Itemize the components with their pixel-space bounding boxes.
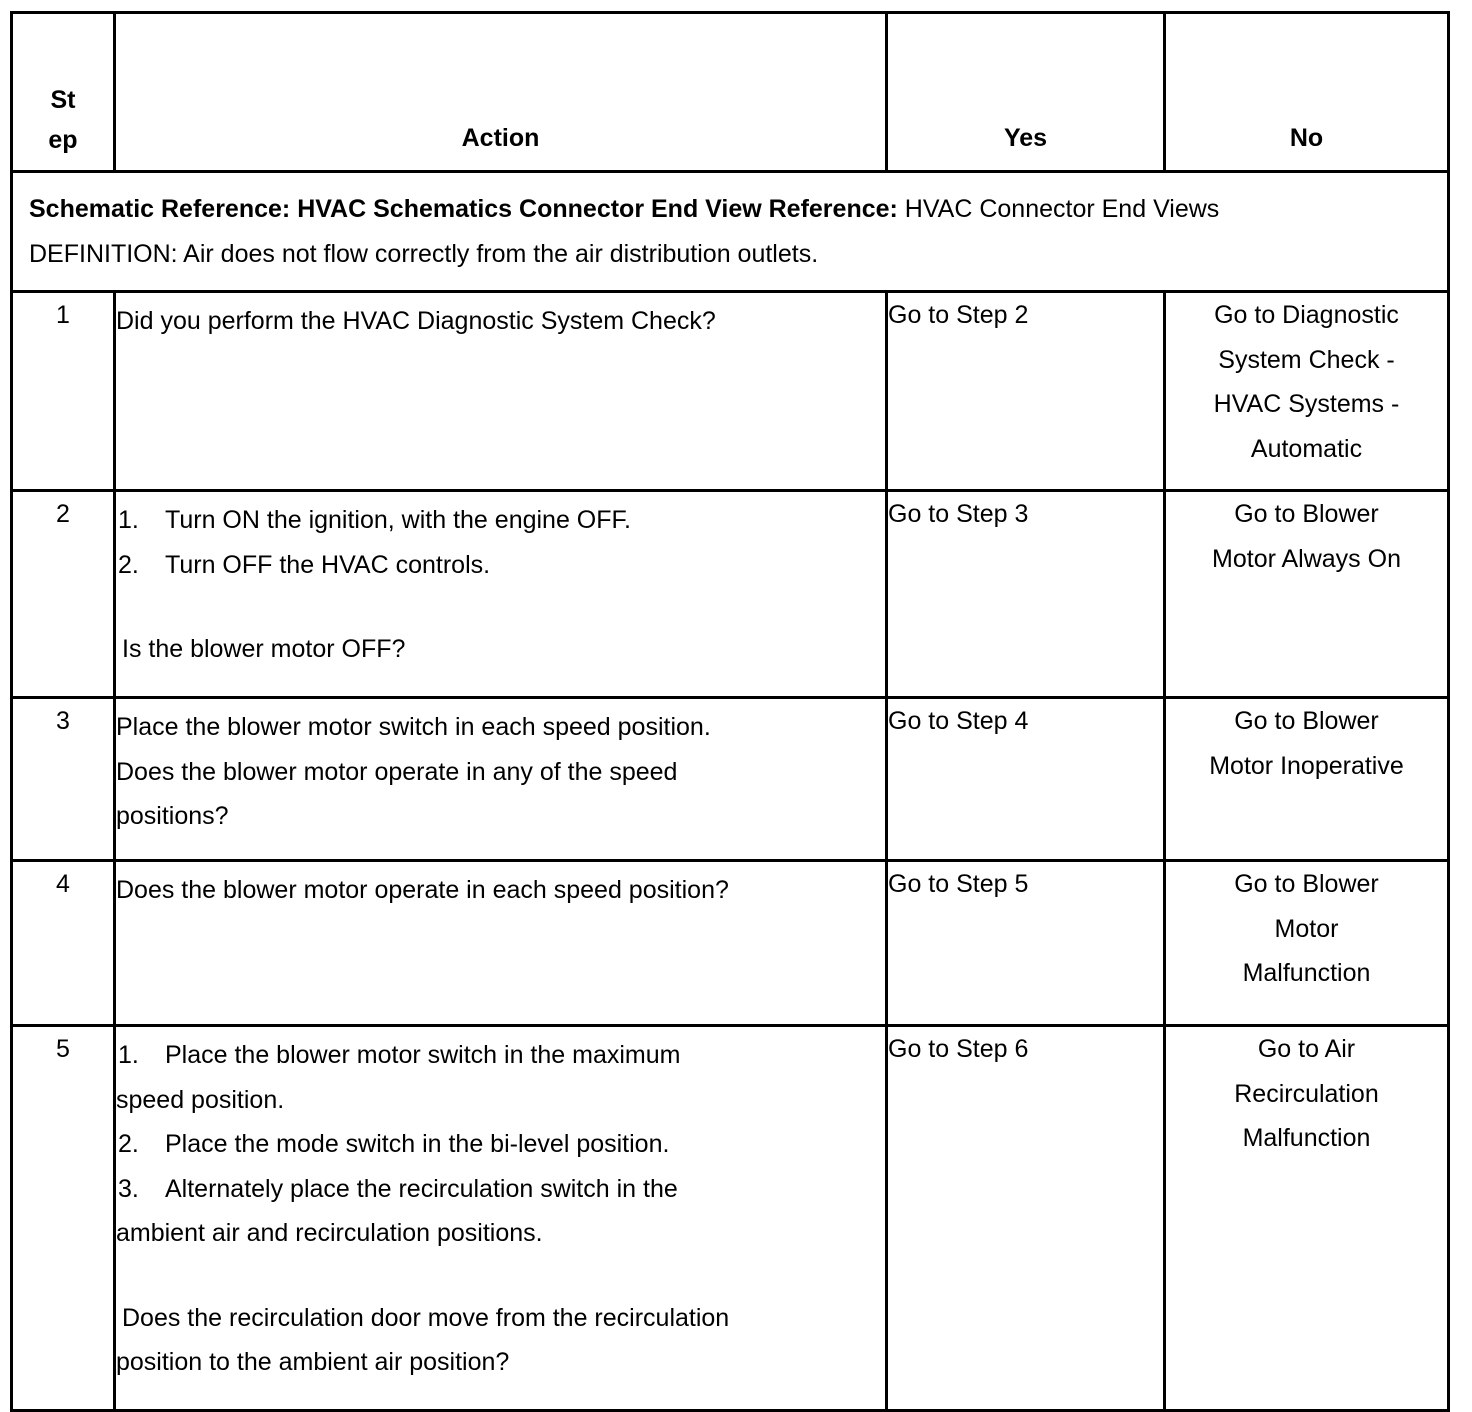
list-item: 3. Alternately place the recirculation switch in the — [118, 1174, 678, 1203]
action-cell — [115, 292, 887, 491]
no-cell — [1165, 698, 1449, 861]
action-text: Does the blower motor operate in each speed position? — [116, 876, 729, 904]
action-cell — [115, 491, 887, 698]
header-step: St ep — [12, 13, 115, 172]
list-item: 2. Turn OFF the HVAC controls. — [118, 550, 491, 579]
list-item-continuation: speed position. — [116, 1085, 285, 1114]
step-number: 2 — [12, 491, 115, 698]
yes-link[interactable]: Go to Step 4 — [888, 707, 1029, 735]
connector-reference-label: Connector End View Reference: — [519, 195, 898, 223]
action-text: Place the blower motor switch in each speed position. Does the blower motor operate in any of the speed positions? — [116, 713, 711, 830]
yes-link[interactable]: Go to Step 3 — [888, 500, 1029, 528]
connector-reference-link[interactable]: HVAC Connector End Views — [904, 195, 1220, 223]
no-link[interactable]: Go to Blower Motor Malfunction — [1234, 870, 1379, 987]
action-question: position to the ambient air position? — [116, 1348, 510, 1376]
header-no: No — [1165, 13, 1449, 172]
action-cell — [115, 698, 887, 861]
schematic-reference-label: Schematic Reference: — [29, 195, 291, 223]
reference-cell — [12, 172, 1449, 292]
yes-link[interactable]: Go to Step 2 — [888, 301, 1029, 329]
no-link[interactable]: Go to Air Recirculation Malfunction — [1234, 1035, 1379, 1152]
definition-text: DEFINITION: Air does not flow correctly from the air distribution outlets. — [29, 239, 819, 268]
list-item: 1. Turn ON the ignition, with the engine OFF. — [118, 506, 631, 534]
no-link[interactable]: Go to Blower Motor Always On — [1212, 500, 1401, 573]
action-list — [116, 492, 885, 672]
table-row — [12, 491, 1449, 698]
list-item: 2. Place the mode switch in the bi-level position. — [118, 1130, 670, 1158]
reference-line — [29, 187, 1431, 232]
step-number: 1 — [12, 292, 115, 491]
yes-cell — [887, 861, 1165, 1026]
action-cell — [115, 861, 887, 1026]
action-cell — [115, 1026, 887, 1411]
table-row — [12, 698, 1449, 861]
action-question: Does the recirculation door move from the recirculation — [122, 1303, 730, 1332]
yes-link[interactable]: Go to Step 5 — [888, 870, 1029, 898]
action-text: Did you perform the HVAC Diagnostic System Check? — [116, 307, 716, 335]
table-row — [12, 861, 1449, 1026]
action-question: Is the blower motor OFF? — [122, 635, 406, 663]
yes-link[interactable]: Go to Step 6 — [888, 1035, 1029, 1063]
step-number: 3 — [12, 698, 115, 861]
no-cell — [1165, 861, 1449, 1026]
no-link[interactable]: Go to Blower Motor Inoperative — [1209, 707, 1404, 780]
list-item-continuation: ambient air and recirculation positions. — [116, 1219, 543, 1247]
reference-row — [12, 172, 1449, 292]
table-row — [12, 292, 1449, 491]
step-number: 4 — [12, 861, 115, 1026]
yes-cell — [887, 1026, 1165, 1411]
step-number: 5 — [12, 1026, 115, 1411]
yes-cell — [887, 491, 1165, 698]
header-row — [12, 13, 1449, 172]
schematic-reference-link[interactable]: HVAC Schematics — [297, 195, 513, 223]
table-row — [12, 1026, 1449, 1411]
no-cell — [1165, 491, 1449, 698]
list-item: 1. Place the blower motor switch in the maximum — [118, 1041, 681, 1069]
yes-cell — [887, 698, 1165, 861]
no-cell — [1165, 292, 1449, 491]
diagnostic-table — [10, 11, 1450, 1412]
no-link[interactable]: Go to Diagnostic System Check - HVAC Systems - Automatic — [1213, 301, 1400, 463]
header-yes: Yes — [887, 13, 1165, 172]
header-action: Action — [115, 13, 887, 172]
yes-cell — [887, 292, 1165, 491]
action-list — [116, 1027, 885, 1385]
no-cell — [1165, 1026, 1449, 1411]
